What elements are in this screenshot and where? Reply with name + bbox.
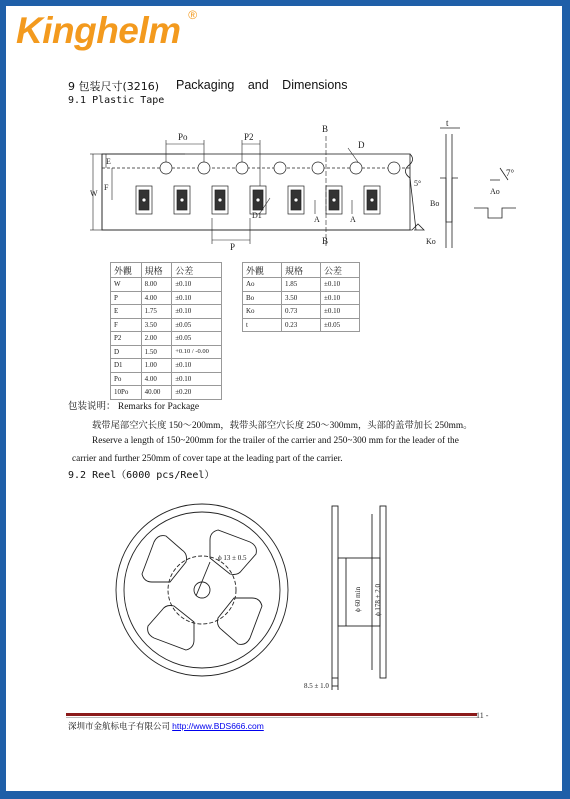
table-row: P 4.00 ±0.10 [111,291,222,305]
label-t: t [446,118,449,128]
footer-rule-thin [66,717,477,718]
kinghelm-logo: Kinghelm ® [16,8,197,51]
label-po: Po [178,132,188,142]
table-row: D 1.50 +0.10 / -0.00 [111,345,222,359]
reel-inner-dim: ϕ 60 min [354,586,362,612]
reel-outer-dim: ϕ 178 ± 2.0 [374,583,382,616]
footer-rule [66,713,477,716]
label-e: E [106,157,111,166]
footer [68,720,264,732]
table-row: W 8.00 ±0.10 [111,278,222,292]
table-row: F 3.50 ±0.05 [111,318,222,332]
page-number: 11 - [476,711,489,720]
table-row: Po 4.00 ±0.10 [111,372,222,386]
table-row: Ao 1.85 ±0.10 [243,278,360,292]
label-p: P [230,242,236,252]
tape-diagram [90,118,540,258]
label-a-right: A [350,215,356,224]
reel-diagram [110,500,420,700]
remarks-en-1: Reserve a length of 150~200mm for the trailer of the carrier and 250~300 mm for the leader of the [92,436,459,446]
tape-spec-table-2: 外觀 規格 公差 Ao 1.85 ±0.10 Bo 3.50 ±0.10 Ko 0.73 ±0.10 t 0.23 ±0.05 [242,262,360,332]
table-row: 10Po 40.00 ±0.20 [111,386,222,400]
tape-spec-table-1: 外觀 規格 公差 W 8.00 ±0.10 P 4.00 ±0.10 E 1.75 ±0.10 F 3.50 ±0.05 P2 2.00 ±0.05 D 1.50 +0.10 / -0.00 D1 1.00 ±0.10 Po 4.00 ±0.10 10Po 40.00 ±0.20 [110,262,222,400]
reel-width-dim: 8.5 ± 1.0 [304,682,329,690]
label-f: F [104,183,109,192]
table-row: D1 1.00 ±0.10 [111,359,222,373]
label-w: W [90,189,98,198]
label-ao: Ao [490,187,500,196]
table-row: P2 2.00 ±0.05 [111,332,222,346]
label-angle-7: 7° [506,168,515,178]
remarks-label: 包装说明： Remarks for Package [68,402,200,412]
label-ko: Ko [426,237,436,246]
footer-url-link[interactable]: http://www.BDS666.com [172,721,264,731]
label-d1: D1 [252,211,262,220]
label-b-bottom: B [322,236,329,246]
table-row: t 0.23 ±0.05 [243,318,360,332]
subsection-reel: 9.2 Reel（6000 pcs/Reel） [68,470,215,481]
label-bo: Bo [430,199,440,208]
table-row: Ko 0.73 ±0.10 [243,305,360,319]
reel-hub-dim: ϕ 13 ± 0.5 [218,554,247,562]
footer-company: 深圳市金航标电子有限公司 [68,721,173,731]
subsection-plastic-tape: 9.1 Plastic Tape [68,95,165,106]
section-title: 9 包装尺寸(3216) Packaging and Dimensions [68,78,348,93]
label-angle-5: 5° [414,179,422,188]
remarks-en-2: carrier and further 250mm of cover tape at the leading part of the carrier. [72,454,343,464]
remarks-cn: 载带尾部空穴长度 150～200mm，载带头部空穴长度 250～300mm，头部的盖带加长 250mm。 [92,421,473,431]
label-p2: P2 [244,132,254,142]
table-row: Bo 3.50 ±0.10 [243,291,360,305]
table-row: E 1.75 ±0.10 [111,305,222,319]
label-b-top: B [322,124,329,134]
label-a-left: A [314,215,320,224]
label-d: D [358,140,365,150]
